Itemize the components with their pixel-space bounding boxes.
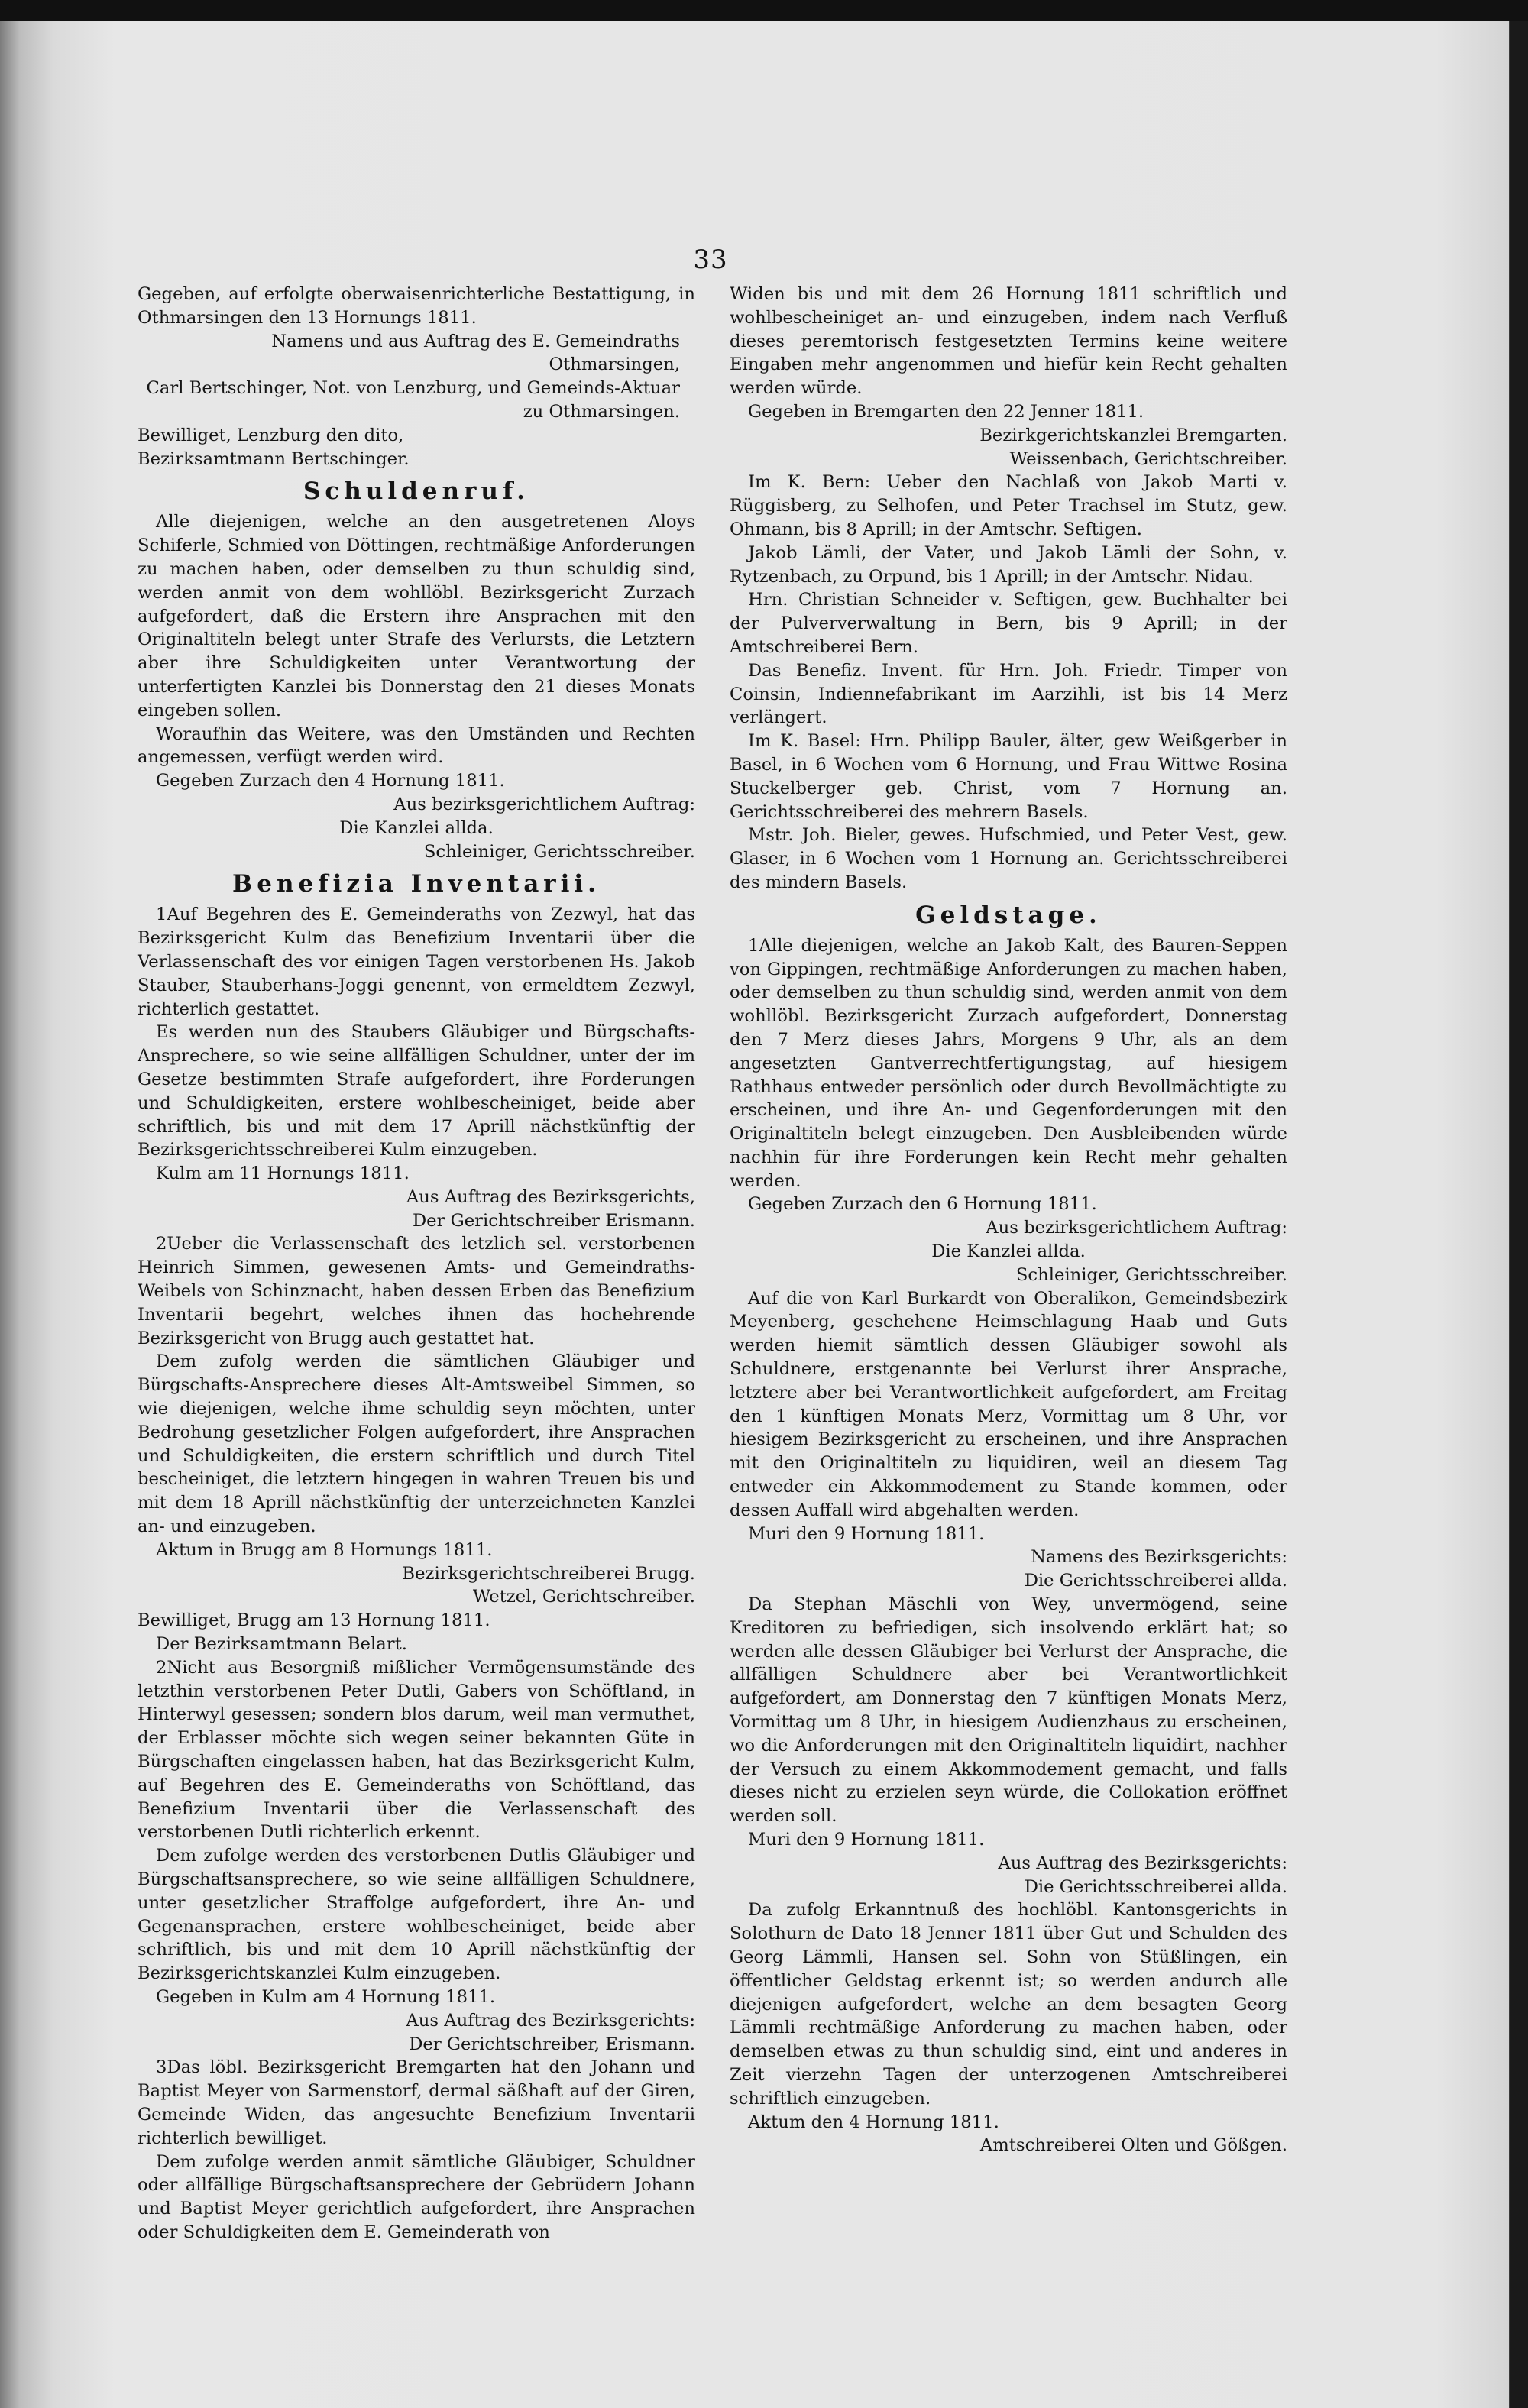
notice-stauber-date: Kulm am 11 Hornungs 1811. <box>156 1164 410 1184</box>
intro-date-line: Gegeben, auf erfolgte oberwaisenrichterliche Bestattigung, in Othmarsingen den 13 Hornungs 1811. <box>138 284 695 328</box>
notice-stauber-authority: Aus Auftrag des Bezirksgerichts, <box>406 1186 695 1207</box>
notice-laemmli-date: Aktum den 4 Hornung 1811. <box>748 2112 999 2132</box>
bern-notice-schneider: Hrn. Christian Schneider v. Seftigen, gew. Buchhalter bei der Pulververwaltung in Bern, bis 9 Aprill; in der Amtschreiberei Bern. <box>730 590 1287 657</box>
bern-notice-timper: Das Benefiz. Invent. für Hrn. Joh. Friedr. Timper von Coinsin, Indiennefabrikant im Aarzihli, ist bis 14 Merz verlängert. <box>730 660 1287 728</box>
notice-laemmli-office: Amtschreiberei Olten und Gößgen. <box>979 2135 1287 2156</box>
notice-dutli-signature: Der Gerichtschreiber, Erismann. <box>409 2034 695 2054</box>
notice-laemmli-body: Da zufolg Erkanntnuß des hochlöbl. Kantonsgerichts in Solothurn de Dato 18 Jenner 1811 über Gut und Schulden des Georg Lämmli, Hansen sel. Sohn von Stüßlingen, ein öffentlicher Geldstag erkennt ist; so werden andurch alle diejenigen aufgefordert, welche an dem besagten Georg Lämmli rechtmäßige Anforderung zu machen haben, oder demselben etwas zu thun schuldig sind, eint und anderes in Zeit vierzehn Tagen der unterzogenen Amtschreiberei schriftlich einzugeben. <box>730 1900 1287 2109</box>
notice-meyer-continued: Widen bis und mit dem 26 Hornung 1811 schriftlich und wohlbescheiniget an- und einzugeben, indem nach Verfluß dieses peremtorisch festgesetzten Termins keine weitere Eingaben mehr angenommen und hiefür kein Recht gehalten werden würde. <box>730 284 1287 399</box>
notice-dutli-date: Gegeben in Kulm am 4 Hornung 1811. <box>156 1986 496 2007</box>
basel-notice-bauler: Im K. Basel: Hrn. Philipp Bauler, älter, gew Weißgerber in Basel, in 6 Wochen vom 6 Hornung, und Frau Wittwe Rosina Stuckelberger geb. Christ, vom 7 Hornung an. Gerichtsschreiberei des mehrern Basels. <box>730 731 1287 822</box>
schuldenruf-signature: Schleiniger, Gerichtsschreiber. <box>423 841 695 862</box>
notice-stauber-signature: Der Gerichtschreiber Erismann. <box>412 1210 695 1231</box>
notice-meyer-signature: Weissenbach, Gerichtschreiber. <box>1009 448 1287 469</box>
notice-simmen-date: Aktum in Brugg am 8 Hornungs 1811. <box>156 1539 493 1560</box>
notice-maeschli-body: Da Stephan Mäschli von Wey, unvermögend, seine Kreditoren zu befriedigen, sich insolvendo erklärt hat; so werden alle dessen Gläubiger bei Verlurst der Ansprache, die allfälligen Schuldnere aber bei Verantwortlichkeit aufgefordert, am Donnerstag den 7 künftigen Monats Merz, Vormittag um 8 Uhr, in hiesigem Audienzhaus zu erscheinen, wo die Anforderungen mit den Originaltiteln liquidirt, nachher der Versuch zu einem Akkommodement gemacht, und falls dieses nicht zu erzielen seyn würde, die Collokation eröffnet werden soll. <box>730 1594 1287 1827</box>
section-heading-schuldenruf: Schuldenruf. <box>303 477 529 506</box>
schuldenruf-date: Gegeben Zurzach den 4 Hornung 1811. <box>156 771 505 791</box>
intro-authority: Namens und aus Auftrag des E. Gemeindraths Othmarsingen, <box>271 331 680 375</box>
notice-meyer-body: 3Das löbl. Bezirksgericht Bremgarten hat den Johann und Baptist Meyer von Sarmenstorf, dermal säßhaft auf der Giren, Gemeinde Widen, das angesuchte Benefizium Inventarii richterlich bewilliget. <box>138 2057 695 2148</box>
schuldenruf-authority: Aus bezirksgerichtlichem Auftrag: <box>393 794 695 814</box>
page-number: 33 <box>693 244 728 275</box>
notice-simmen-body: 2Ueber die Verlassenschaft des letzlich sel. verstorbenen Heinrich Simmen, gewesenen Amts- und Gemeindraths-Weibels von Schinznacht, haben dessen Erben das Benefizium Inventarii begehrt, welches ihnen das hochehrende Bezirksgericht von Brugg auch gestattet hat. <box>138 1234 695 1348</box>
notice-meyer-authority: Bezirkgerichtskanzlei Bremgarten. <box>979 425 1287 445</box>
section-heading-benefizia: Benefizia Inventarii. <box>232 870 601 898</box>
notice-kalt-office: Die Kanzlei allda. <box>931 1241 1086 1262</box>
notice-stauber-call: Es werden nun des Staubers Gläubiger und Bürgschafts-Ansprechere, so wie seine allfälligen Schuldner, unter der im Gesetze bestimmten Strafe aufgefordert, ihre Forderungen und Schuldigkeiten, erstere wohlbescheiniget, beide aber schriftlich, bis und mit dem 17 Aprill nächstkünftig der Bezirksgerichtsschreiberei Kulm einzugeben. <box>138 1022 695 1160</box>
bern-notice-marti: Im K. Bern: Ueber den Nachlaß von Jakob Marti v. Rüggisberg, zu Selhofen, und Peter Trachsel im Stutz, gew. Ohmann, bis 8 Aprill; in der Amtschr. Seftigen. <box>730 472 1287 539</box>
notice-burkardt-office: Die Gerichtsschreiberei allda. <box>1024 1571 1287 1591</box>
notice-maeschli-office: Die Gerichtsschreiberei allda. <box>1024 1876 1287 1897</box>
notice-dutli-authority: Aus Auftrag des Bezirksgerichts: <box>406 2010 695 2031</box>
intro-official: Bezirksamtmann Bertschinger. <box>138 448 410 469</box>
basel-notice-bieler: Mstr. Joh. Bieler, gewes. Hufschmied, und Peter Vest, gew. Glaser, in 6 Wochen vom 1 Hornung an. Gerichtsschreiberei des mindern Basels. <box>730 825 1287 892</box>
bern-notice-laemli: Jakob Lämli, der Vater, und Jakob Lämli der Sohn, v. Rytzenbach, zu Orpund, bis 1 Aprill; in der Amtschr. Nidau. <box>730 542 1287 587</box>
notice-kalt-authority: Aus bezirksgerichtlichem Auftrag: <box>986 1218 1287 1238</box>
notice-stauber-body: 1Auf Begehren des E. Gemeinderaths von Zezwyl, hat das Bezirksgericht Kulm das Benefizium Inventarii über die Verlassenschaft des vor einigen Tagen verstorbenen Hs. Jakob Stauber, Stauberhans-Joggi genennt, von ermeldtem Zezwyl, richterlich gestattet. <box>138 905 695 1019</box>
notice-kalt-signature: Schleiniger, Gerichtsschreiber. <box>1015 1264 1287 1285</box>
notice-simmen-official: Der Bezirksamtmann Belart. <box>156 1634 407 1655</box>
schuldenruf-body: Alle diejenigen, welche an den ausgetretenen Aloys Schiferle, Schmied von Döttingen, rechtmäßige Anforderungen zu machen haben, oder demselben zu thun schuldig sind, werden anmit von dem wohllöbl. Bezirksgericht Zurzach aufgefordert, daß die Erstern ihre Ansprachen mit den Originaltiteln belegt unter Strafe des Verlursts, die Letztern aber ihre Schuldigkeiten unter Verantwortung der unterfertigten Kanzlei bis Donnerstag den 21 dieses Monats eingeben sollen. <box>138 512 695 720</box>
section-heading-geldstage: Geldstage. <box>915 901 1102 929</box>
notice-meyer-call: Dem zufolge werden anmit sämtliche Gläubiger, Schuldner oder allfällige Bürgschaftsansprechere der Gebrüdern Johann und Baptist Meyer gerichtlich aufgefordert, ihre Ansprachen oder Schuldigkeiten dem E. Gemeinderath von <box>138 2151 695 2242</box>
schuldenruf-note: Woraufhin das Weitere, was den Umständen und Rechten angemessen, verfügt werden wird. <box>138 723 695 768</box>
left-column <box>138 283 695 2245</box>
notice-kalt-body: 1Alle diejenigen, welche an Jakob Kalt, des Bauren-Seppen von Gippingen, rechtmäßige Anforderungen zu machen haben, oder demselben zu thun schuldig sind, werden anmit von dem wohllöbl. Bezirksgericht Zurzach aufgefordert, Donnerstag den 7 Merz dieses Jahrs, Morgens 9 Uhr, als an dem angesetzten Gantverrechtfertigungstag, auf hiesigem Rathhaus entweder persönlich oder durch Bevollmächtigte zu erscheinen, und ihre An- und Gegenforderungen mit den Originaltiteln belegt einzugeben. Den Ausbleibenden würde nachhin für ihre Forderungen kein Recht mehr gehalten werden. <box>730 935 1287 1191</box>
notice-meyer-date: Gegeben in Bremgarten den 22 Jenner 1811. <box>748 401 1144 422</box>
notice-dutli-body: 2Nicht aus Besorgniß mißlicher Vermögensumstände des letzthin verstorbenen Peter Dutli, Gabers von Schöftland, in Hinterwyl gesessen; sondern blos darum, weil man vermuthet, der Erblasser möchte sich wegen seiner bekannten Güte in Bürgschaften eingelassen haben, hat das Bezirksgericht Kulm, auf Begehren des E. Gemeinderaths von Schöftland, das Benefizium Inventarii über die Verlassenschaft des verstorbenen Dutli richterlich erkennt. <box>138 1657 695 1843</box>
notice-burkardt-body: Auf die von Karl Burkardt von Oberalikon, Gemeindsbezirk Meyenberg, geschehene Heimschlagung Haab und Guts werden hiemit sämtlich dessen Gläubiger sowohl als Schuldnere, erstgenannte bei Verlurst ihrer Ansprache, letztere aber bei Verantwortlichkeit aufgefordert, am Freitag den 1 künftigen Monats Merz, Vormittag um 8 Uhr, vor hiesigem Bezirksgericht zu erscheinen, und ihre Ansprachen mit den Originaltiteln zu liquidiren, weil an diesem Tag entweder ein Akkommodement zu Stande kommen, oder dessen Auffall wird abgehalten werden. <box>730 1288 1287 1520</box>
notice-simmen-call: Dem zufolg werden die sämtlichen Gläubiger und Bürgschafts-Ansprechere dieses Alt-Amtsweibel Simmen, so wie diejenigen, welche ihme schuldig seyn möchten, unter Bedrohung gesetzlicher Folgen aufgefordert, ihre Ansprachen und Schuldigkeiten, die erstern schriftlich und durch Titel bescheiniget, die letztern hingegen in wahren Treuen bis und mit dem 18 Aprill nächstkünftig der unterzeichneten Kanzlei an- und einzugeben. <box>138 1351 695 1537</box>
notice-simmen-signature: Wetzel, Gerichtschreiber. <box>472 1587 695 1607</box>
notice-simmen-authority: Bezirksgerichtschreiberei Brugg. <box>402 1563 695 1584</box>
notice-maeschli-authority: Aus Auftrag des Bezirksgerichts: <box>998 1853 1287 1873</box>
notice-burkardt-authority: Namens des Bezirksgerichts: <box>1031 1547 1287 1568</box>
notice-kalt-date: Gegeben Zurzach den 6 Hornung 1811. <box>748 1194 1097 1215</box>
notice-maeschli-date: Muri den 9 Hornung 1811. <box>748 1830 985 1850</box>
notice-simmen-approval: Bewilliget, Brugg am 13 Hornung 1811. <box>138 1610 490 1631</box>
right-column <box>730 283 1287 2157</box>
intro-approval: Bewilliget, Lenzburg den dito, <box>138 425 404 445</box>
notice-dutli-call: Dem zufolge werden des verstorbenen Dutlis Gläubiger und Bürgschaftsansprechere, so wie seine allfälligen Schuldnere, unter gesetzlicher Straffolge aufgefordert, ihre An- und Gegenansprachen, erstere wohlbescheiniget, beide aber schriftlich, bis und mit dem 10 Aprill nächstkünftig der Bezirksgerichtskanzlei Kulm einzugeben. <box>138 1846 695 1984</box>
notice-burkardt-date: Muri den 9 Hornung 1811. <box>748 1523 985 1544</box>
scan-border <box>0 0 1528 21</box>
schuldenruf-office: Die Kanzlei allda. <box>339 817 494 838</box>
intro-signature: Carl Bertschinger, Not. von Lenzburg, und Gemeinds-Aktuar zu Othmarsingen. <box>146 378 680 422</box>
